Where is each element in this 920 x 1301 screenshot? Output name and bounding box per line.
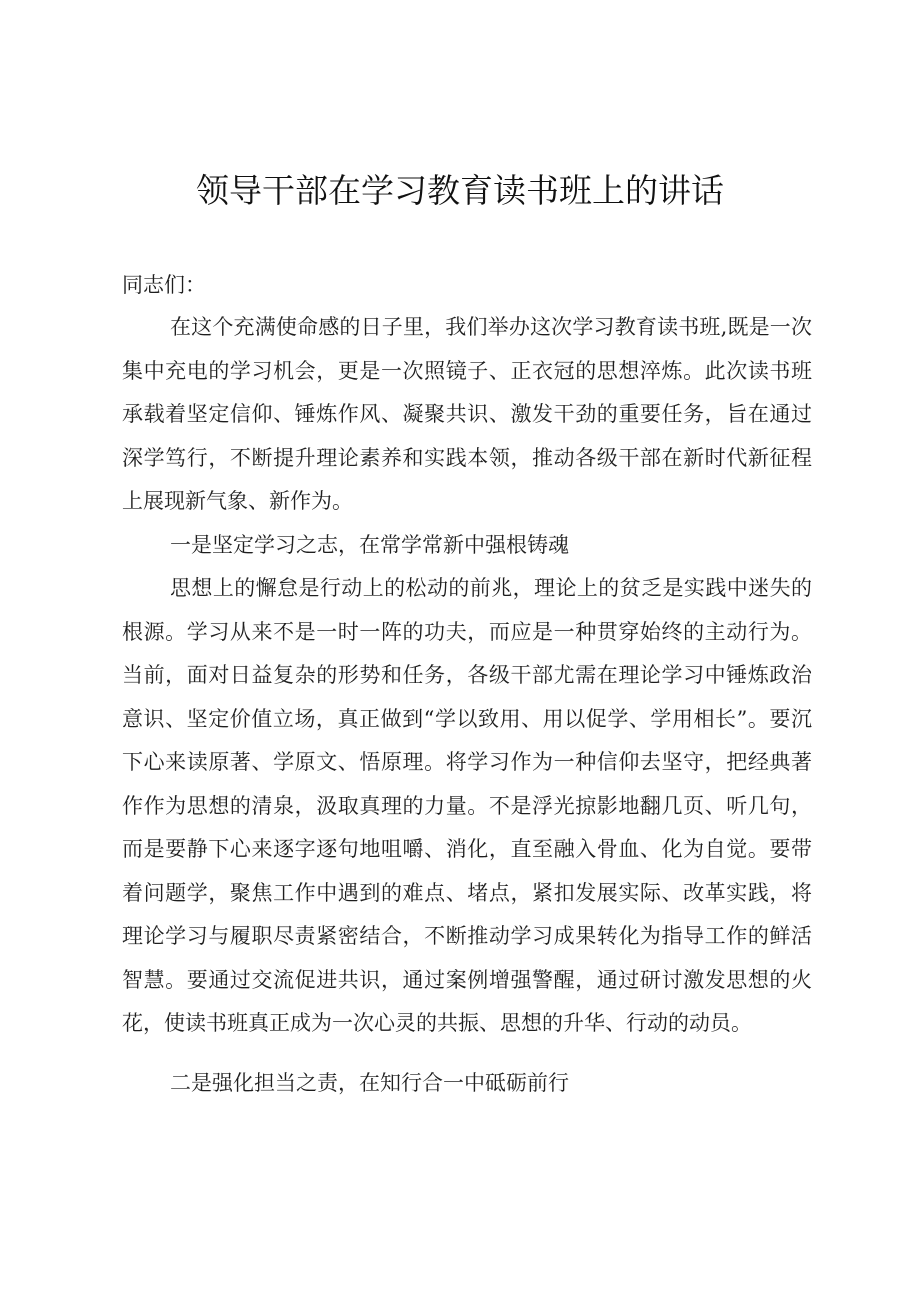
section-heading-1 — [122, 524, 812, 568]
paragraph-text: 在这个充满使命感的日子里，我们举办这次学习教育读书班,既是一次集中充电的学习机会，更是一次照镜子、正衣冠的思想淬炼。此次读书班承载着坚定信仰、锤炼作风、凝聚共识、激发干劲的重要任务，旨在通过深学笃行，不断提升理论素养和实践本领，推动各级干部在新时代新征程上展现新气象、新作为。 — [122, 315, 812, 513]
section-heading-text: 一是坚定学习之志，在常学常新中强根铸魂 — [170, 533, 569, 557]
document-title: 领导干部在学习教育读书班上的讲话 — [196, 171, 724, 210]
paragraph-section-1 — [122, 567, 812, 1046]
salutation: 同志们： — [122, 273, 206, 297]
section-heading-text: 二是强化担当之责，在知行合一中砥砺前行 — [170, 1071, 569, 1095]
paragraph-intro — [122, 306, 812, 524]
section-heading-2 — [122, 1062, 812, 1106]
paragraph-text: 思想上的懈怠是行动上的松动的前兆，理论上的贫乏是实践中迷失的根源。学习从来不是一时一阵的功夫，而应是一种贯穿始终的主动行为。当前，面对日益复杂的形势和任务，各级干部尤需在理论学习中锤炼政治意识、坚定价值立场，真正做到“学以致用、用以促学、学用相长”。要沉下心来读原著、学原文、悟原理。将学习作为一种信仰去坚守，把经典著作作为思想的清泉，汲取真理的力量。不是浮光掠影地翻几页、听几句，而是要静下心来逐字逐句地咀嚼、消化，直至融入骨血、化为自觉。要带着问题学，聚焦工作中遇到的难点、堵点，紧扣发展实际、改革实践，将理论学习与履职尽责紧密结合，不断推动学习成果转化为指导工作的鲜活智慧。要通过交流促进共识，通过案例增强警醒，通过研讨激发思想的火花，使读书班真正成为一次心灵的共振、思想的升华、行动的动员。 — [122, 576, 812, 1035]
